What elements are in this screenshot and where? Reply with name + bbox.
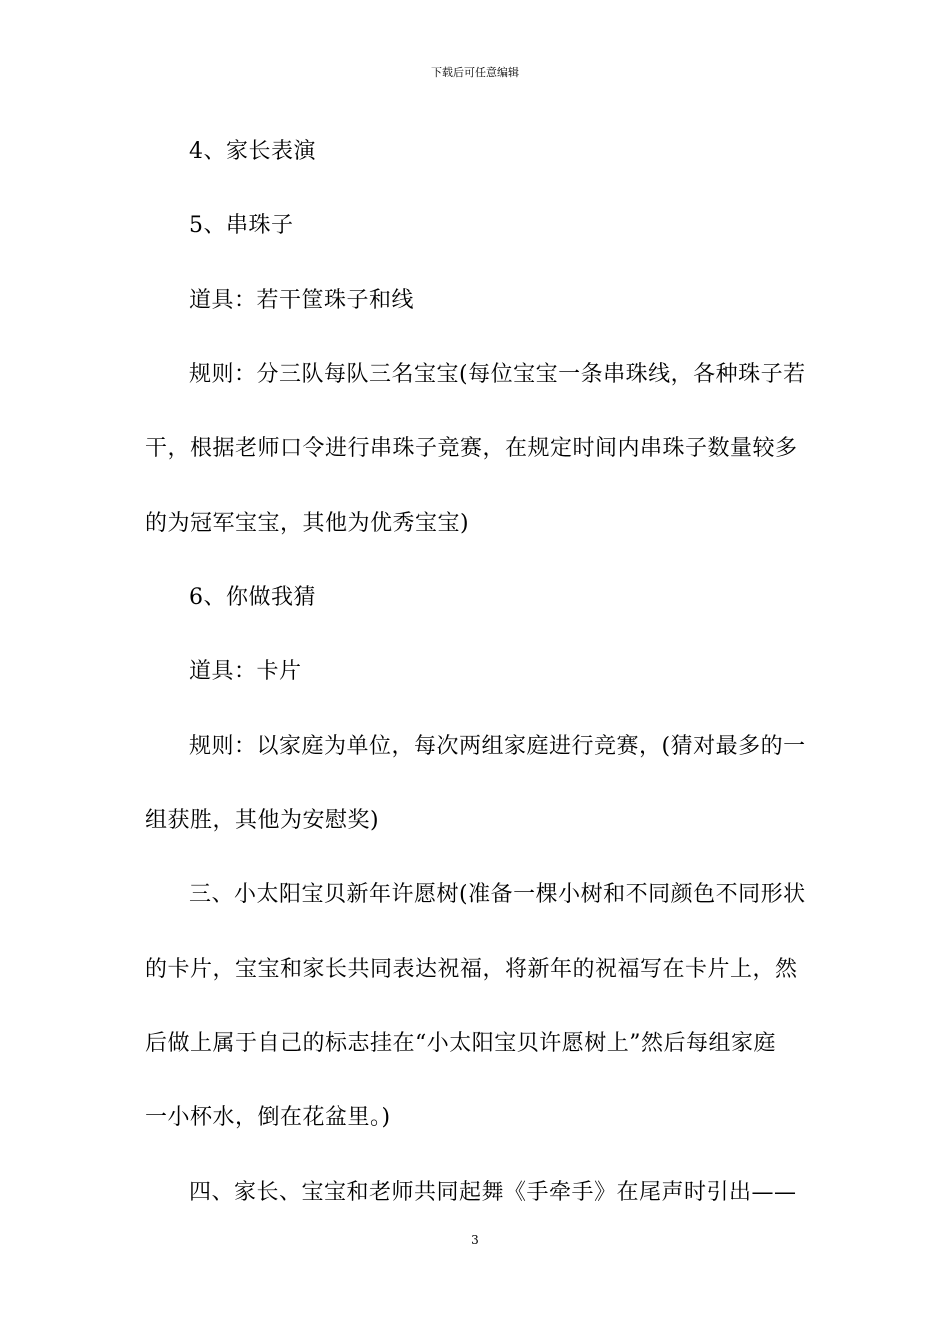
list-item-parent-performance: 4、家长表演: [189, 139, 316, 164]
rules-paragraph-line: 规则：分三队每队三名宝宝(每位宝宝一条串珠线，各种珠子若: [189, 362, 806, 387]
rules-paragraph-line: 组获胜，其他为安慰奖): [145, 808, 380, 833]
section-three-paragraph-line: 三、小太阳宝贝新年许愿树(准备一棵小树和不同颜色不同形状: [189, 882, 806, 907]
section-three-paragraph-line: 后做上属于自己的标志挂在“小太阳宝贝许愿树上”然后每组家庭: [145, 1031, 776, 1056]
page-header: 下载后可任意编辑: [431, 66, 519, 79]
rules-paragraph-line: 的为冠军宝宝，其他为优秀宝宝): [145, 511, 470, 536]
section-three-paragraph-line: 的卡片，宝宝和家长共同表达祝福，将新年的祝福写在卡片上，然: [145, 957, 798, 982]
props-line: 道具：卡片: [189, 659, 302, 684]
section-four-paragraph-line: 四、家长、宝宝和老师共同起舞《手牵手》在尾声时引出——: [189, 1180, 797, 1205]
rules-paragraph-line: 干，根据老师口令进行串珠子竞赛，在规定时间内串珠子数量较多: [145, 436, 798, 461]
section-three-paragraph-line: 一小杯水，倒在花盆里。): [145, 1105, 391, 1130]
page-number: 3: [471, 1233, 479, 1247]
list-item-guess-game: 6、你做我猜: [189, 585, 316, 610]
rules-paragraph-line: 规则：以家庭为单位，每次两组家庭进行竞赛，(猜对最多的一: [189, 734, 806, 759]
props-line: 道具：若干筐珠子和线: [189, 288, 415, 313]
list-item-string-beads: 5、串珠子: [189, 213, 294, 238]
